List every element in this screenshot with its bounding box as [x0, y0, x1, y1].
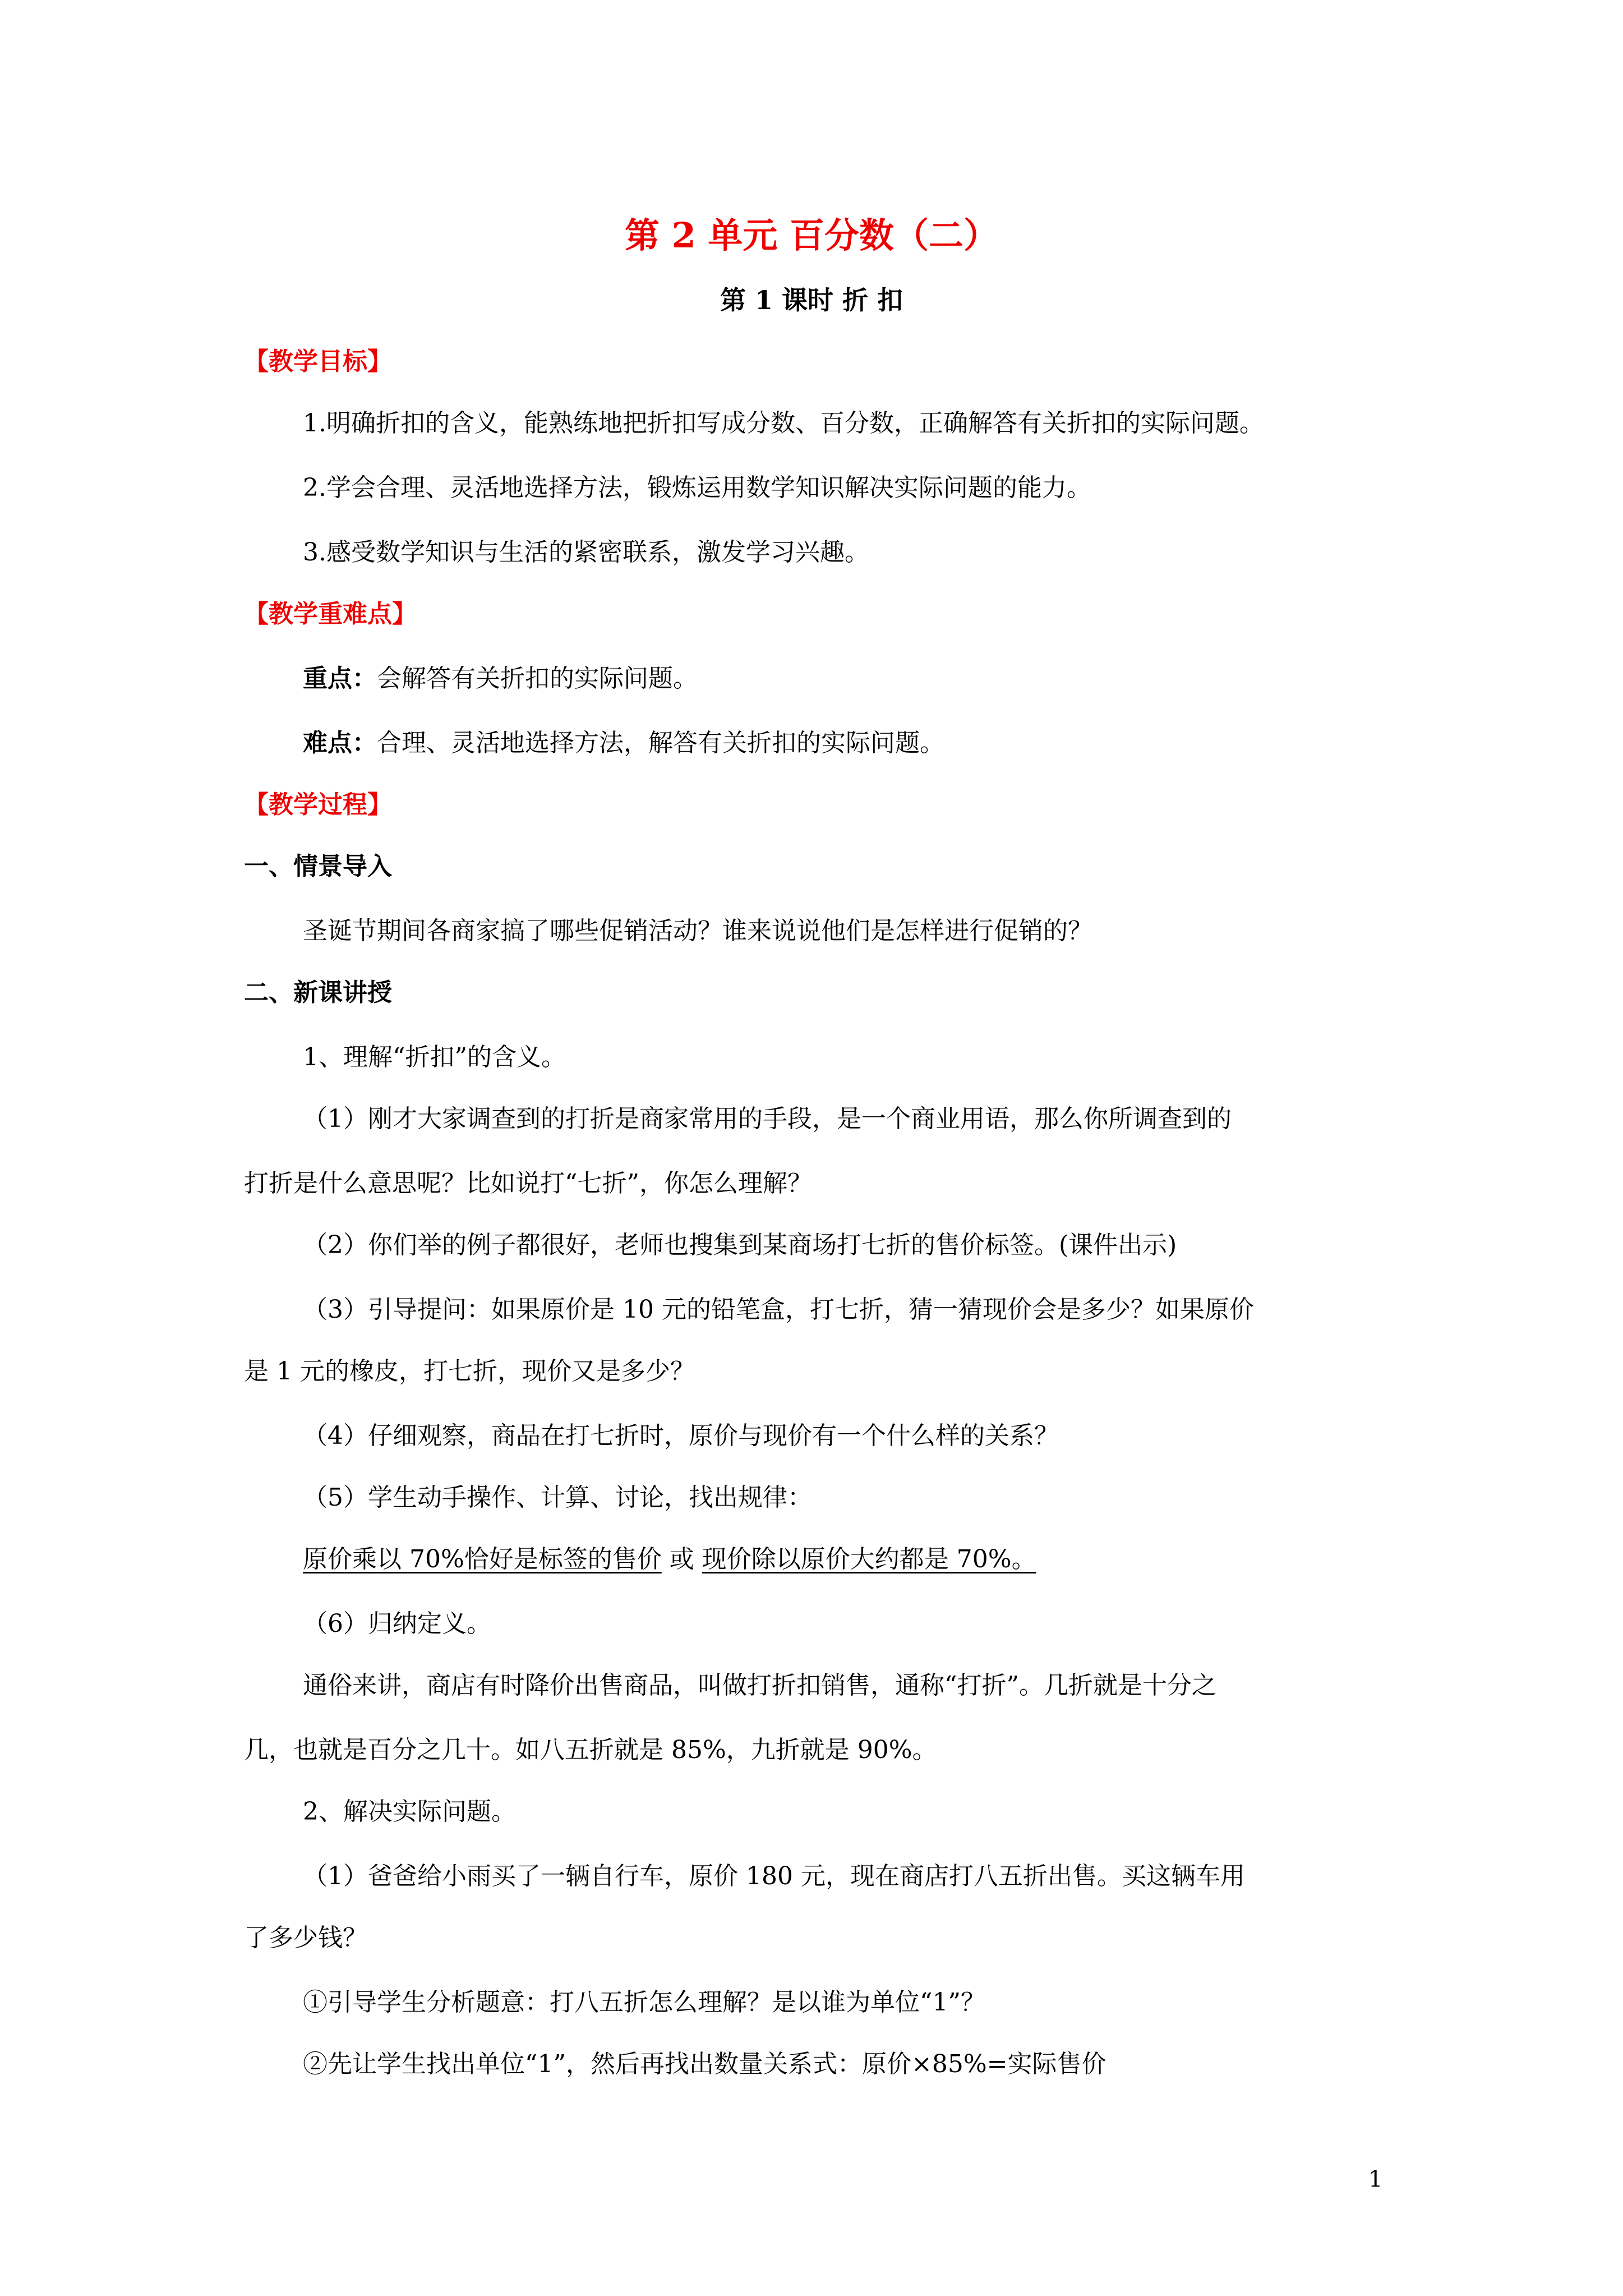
- paragraph-1: 1、理解“折扣”的含义。: [303, 1043, 566, 1071]
- paragraph-10b: 了多少钱？: [244, 1924, 367, 1952]
- goals-heading: 【教学目标】: [244, 347, 392, 376]
- page-title: 第 2 单元 百分数（二）: [625, 215, 998, 256]
- key-point-line: [303, 662, 698, 696]
- key-point-label: 重点：: [303, 664, 377, 693]
- paragraph-4b: 是 1 元的橡皮，打七折，现价又是多少？: [244, 1357, 695, 1386]
- key-point-text: 会解答有关折扣的实际问题。: [377, 664, 698, 693]
- paragraph-2a: （1）刚才大家调查到的打折是商家常用的手段，是一个商业用语，那么你所调查到的: [303, 1105, 1232, 1133]
- rule-or: 或: [661, 1545, 702, 1573]
- goal-item-2: 2.学会合理、灵活地选择方法，锻炼运用数学知识解决实际问题的能力。: [303, 473, 1091, 502]
- paragraph-3: （2）你们举的例子都很好，老师也搜集到某商场打七折的售价标签。(课件出示): [303, 1231, 1177, 1259]
- rule-a: 原价乘以 70%恰好是标签的售价: [303, 1545, 662, 1573]
- paragraph-4a: （3）引导提问：如果原价是 10 元的铅笔盒，打七折，猜一猜现价会是多少？如果原价: [303, 1295, 1254, 1324]
- part2-heading: 二、新课讲授: [244, 978, 392, 1007]
- difficult-point-line: [303, 726, 944, 760]
- page-number: 1: [1368, 2166, 1383, 2192]
- paragraph-8a: 通俗来讲，商店有时降价出售商品，叫做打折扣销售，通称“打折”。几折就是十分之: [303, 1671, 1216, 1700]
- paragraph-5: （4）仔细观察，商品在打七折时，原价与现价有一个什么样的关系？: [303, 1421, 1059, 1450]
- process-heading: 【教学过程】: [244, 790, 392, 819]
- paragraph-11: ①引导学生分析题意：打八五折怎么理解？是以谁为单位“1”？: [303, 1988, 985, 2017]
- difficult-point-label: 难点：: [303, 729, 377, 757]
- key-points-heading: 【教学重难点】: [244, 600, 417, 628]
- paragraph-10a: （1）爸爸给小雨买了一辆自行车，原价 180 元，现在商店打八五折出售。买这辆车用: [303, 1862, 1245, 1890]
- goal-item-1: 1.明确折扣的含义，能熟练地把折扣写成分数、百分数，正确解答有关折扣的实际问题。: [303, 409, 1264, 438]
- paragraph-2b: 打折是什么意思呢？比如说打“七折”，你怎么理解？: [244, 1169, 812, 1198]
- paragraph-12: ②先让学生找出单位“1”，然后再找出数量关系式：原价×85%=实际售价: [303, 2050, 1106, 2078]
- paragraph-6: （5）学生动手操作、计算、讨论，找出规律：: [303, 1483, 812, 1512]
- rule-b: 现价除以原价大约都是 70%。: [702, 1545, 1036, 1573]
- paragraph-9: 2、解决实际问题。: [303, 1797, 516, 1826]
- difficult-point-text: 合理、灵活地选择方法，解答有关折扣的实际问题。: [377, 729, 944, 757]
- part1-text: 圣诞节期间各商家搞了哪些促销活动？谁来说说他们是怎样进行促销的？: [303, 917, 1092, 945]
- lesson-subtitle: 第 1 课时 折 扣: [720, 285, 903, 315]
- paragraph-8b: 几，也就是百分之几十。如八五折就是 85%，九折就是 90%。: [244, 1736, 937, 1764]
- paragraph-7: （6）归纳定义。: [303, 1609, 491, 1638]
- part1-heading: 一、情景导入: [244, 852, 392, 881]
- goal-item-3: 3.感受数学知识与生活的紧密联系，激发学习兴趣。: [303, 538, 869, 567]
- rule-line: [303, 1543, 1036, 1576]
